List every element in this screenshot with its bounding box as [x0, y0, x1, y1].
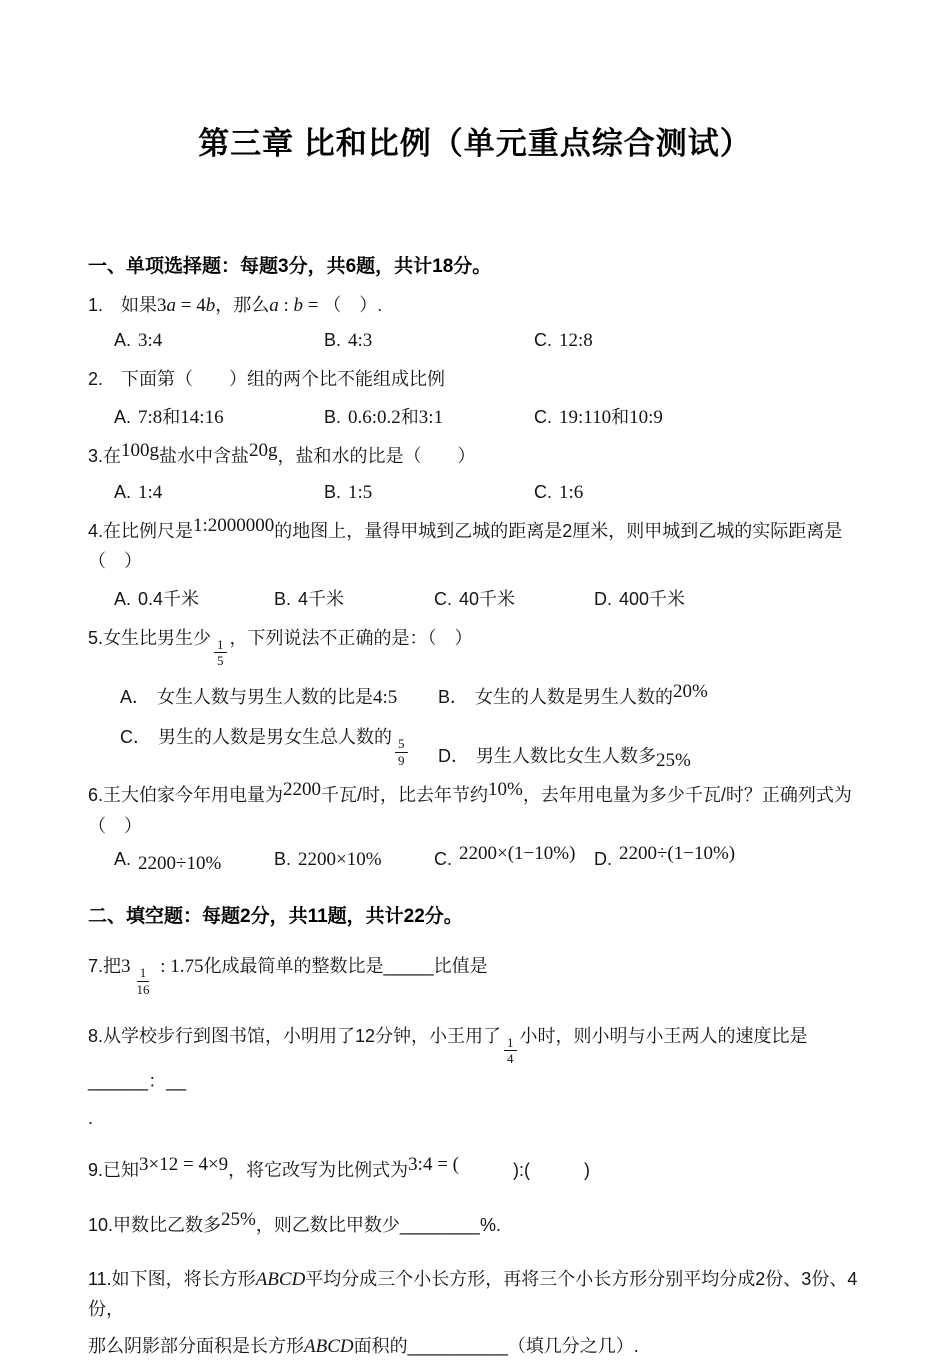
text-run: 2. 下面第（ ）组的两个比不能组成比例: [88, 369, 446, 390]
question: [88, 624, 862, 772]
question: [88, 1265, 862, 1363]
section-heading: 二、填空题：每题2分，共11题，共计22分。: [88, 906, 463, 928]
answer-option: [594, 585, 685, 611]
option-label: D.: [594, 588, 612, 609]
text-run: 比值是: [433, 956, 488, 977]
question: [88, 952, 862, 997]
math-variable: a: [166, 295, 177, 316]
math-variable: ABCD: [304, 1336, 354, 1358]
text-run: 那么阴影部分面积是长方形: [88, 1336, 304, 1357]
fraction-numerator: 5: [395, 736, 408, 753]
math-run: 4:5: [373, 686, 398, 708]
math-run: =: [303, 295, 324, 316]
question: [88, 1208, 862, 1241]
answer-option: [594, 843, 736, 871]
math-run: 1:5: [348, 481, 373, 503]
fraction: [214, 637, 227, 669]
fraction: [134, 965, 153, 997]
fill-in-blank: ________: [399, 1214, 480, 1235]
answer-option: [114, 330, 324, 352]
fraction-denominator: 9: [398, 752, 405, 768]
text-run: %.: [479, 1214, 501, 1235]
fraction-denominator: 16: [136, 981, 150, 997]
options-row: [88, 482, 862, 504]
option-label: C.: [434, 849, 452, 870]
text-run: 男生的人数是男女生总人数的: [158, 726, 392, 747]
text-run: （填几分之几）.: [507, 1336, 639, 1357]
option-label: B.: [274, 849, 292, 870]
question: [88, 442, 862, 503]
option-label: C.: [534, 481, 552, 502]
math-run: 12:8: [559, 330, 593, 352]
option-label: B．: [438, 686, 469, 707]
text-run: 40千米: [459, 588, 516, 609]
text-run: 400千米: [619, 588, 686, 609]
fraction-numerator: 1: [137, 965, 150, 982]
fraction: [395, 736, 408, 768]
options-row: [88, 403, 862, 429]
math-run: 3: [157, 295, 167, 316]
question: [88, 779, 862, 875]
option-label: D．: [438, 746, 469, 767]
text-run: 男生人数比女生人数多: [476, 746, 656, 767]
option-label: C.: [534, 407, 552, 428]
answer-option: [324, 403, 534, 429]
question: [88, 365, 862, 429]
question: [88, 514, 862, 611]
text-run: ，将它改写为比例式为: [228, 1160, 409, 1181]
text-run: 10.甲数比乙数多: [88, 1214, 222, 1235]
math-run: 3: [121, 956, 131, 978]
text-run: .: [88, 1107, 94, 1128]
options-row: [88, 330, 862, 352]
answer-option: [274, 585, 434, 611]
answer-option: [120, 683, 438, 709]
math-run: 1:6: [559, 481, 584, 503]
math-run: 3:1: [418, 407, 444, 429]
question-line: [88, 442, 862, 472]
text-run: 1. 如果: [88, 295, 158, 315]
math-run: 100g: [121, 440, 160, 462]
math-run: 4:3: [348, 330, 373, 352]
math-variable: ABCD: [255, 1269, 306, 1291]
option-label: B.: [324, 481, 342, 502]
math-run: 2200÷10%: [138, 853, 222, 875]
options-row: [88, 843, 862, 875]
option-label: C.: [534, 330, 552, 351]
answer-option: [114, 482, 324, 504]
math-variable: a: [269, 295, 279, 316]
math-run: 3:4: [138, 330, 163, 352]
option-label: A.: [114, 849, 132, 870]
math-run: 3:4 = (: [408, 1154, 459, 1176]
option-label: C.: [434, 588, 452, 609]
answer-option: [434, 585, 594, 611]
answer-option: [324, 330, 534, 352]
math-run: : 1.75: [155, 956, 204, 978]
option-label: A.: [114, 588, 132, 609]
page-title: 第三章 比和比例（单元重点综合测试）: [198, 126, 752, 161]
math-run: 1:2000000: [193, 514, 275, 536]
answer-option: [534, 330, 593, 352]
math-run: 10:9: [629, 407, 663, 429]
text-run: 9.已知: [88, 1160, 140, 1181]
text-run: 11.如下图，将长方形: [88, 1269, 256, 1290]
text-run: 6.王大伯家今年用电量为: [88, 785, 284, 806]
text-run: 0.4千米: [138, 588, 200, 609]
text-run: 千瓦/时，比去年节约: [321, 785, 489, 806]
fraction-numerator: 1: [214, 637, 227, 654]
question-line: [88, 1332, 862, 1362]
text-run: 面积的: [353, 1336, 408, 1357]
math-run: 20g: [249, 440, 278, 462]
text-run: 5.女生比男生少: [88, 627, 212, 648]
math-run: 7:8: [138, 407, 163, 429]
question-line: [88, 624, 862, 669]
text-run: ，盐和水的比是（ ）: [277, 446, 476, 467]
text-run: 女生人数与男生人数的比是: [157, 686, 374, 707]
text-run: （ ）.: [323, 295, 383, 315]
fraction-denominator: 4: [507, 1051, 514, 1067]
math-run: 20%: [673, 680, 708, 702]
question-line: [88, 1265, 862, 1324]
answer-option: [534, 403, 663, 429]
math-run: 2200÷(1−10%): [619, 843, 736, 865]
option-label: A．: [120, 686, 151, 707]
fill-in-blank: __________: [407, 1336, 508, 1357]
option-label: B.: [274, 588, 292, 609]
text-run: 化成最简单的整数比是: [203, 956, 384, 977]
text-run: ，下列说法不正确的是：（ ）: [229, 627, 473, 648]
fill-in-blank: _____: [383, 956, 434, 977]
answer-option: [114, 849, 274, 875]
answer-option: [120, 723, 438, 768]
options-row: [88, 585, 862, 611]
answer-option: [434, 843, 594, 871]
question-line: [88, 291, 862, 321]
option-label: B.: [324, 330, 342, 351]
question-line: [88, 781, 862, 840]
test-section: [88, 901, 862, 1362]
math-run: = 4: [176, 295, 206, 316]
text-run: ，去年用电量为多少千瓦/时？正确列式为（ ）: [88, 785, 852, 836]
text-run: 和: [162, 407, 181, 428]
question-line: [88, 1022, 862, 1096]
option-label: C．: [120, 726, 151, 747]
section-heading: 一、单项选择题：每题3分，共6题，共计18分。: [88, 256, 492, 277]
answer-option: [274, 849, 434, 871]
text-run: 3.在: [88, 446, 122, 467]
text-run: 的地图上，量得甲城到乙城的距离是2厘米，则甲城到乙城的实际距离是（ ）: [88, 520, 843, 571]
math-run: :: [278, 295, 294, 316]
math-variable: b: [293, 295, 304, 316]
question-line: [88, 1156, 862, 1186]
fill-in-blank: ______: [88, 1070, 149, 1091]
option-label: A.: [114, 481, 132, 502]
math-run: 2200: [283, 779, 322, 801]
fraction-denominator: 5: [217, 653, 224, 669]
option-label: A.: [114, 330, 132, 351]
answer-option: [534, 482, 583, 504]
math-run: 0.6:0.2: [348, 407, 401, 429]
option-label: D.: [594, 849, 612, 870]
text-run: 4.在比例尺是: [88, 520, 194, 541]
math-run: 3×12 = 4×9: [139, 1154, 229, 1176]
fraction: [504, 1035, 517, 1067]
option-label: B.: [324, 407, 342, 428]
answer-option: [438, 680, 708, 709]
question-line: [88, 365, 862, 394]
text-run: 和: [611, 407, 630, 428]
fill-in-blank: __: [166, 1070, 187, 1091]
text-run: 盐水中含盐: [159, 446, 250, 467]
text-run: 4千米: [298, 588, 345, 609]
math-run: 2200×10%: [298, 849, 382, 871]
answer-option: [114, 585, 274, 611]
math-run: 25%: [656, 750, 691, 772]
math-run: 14:16: [180, 407, 224, 429]
fraction-numerator: 1: [504, 1035, 517, 1052]
answer-option: [438, 742, 691, 772]
math-run: 19:110: [559, 407, 612, 429]
text-run: 7.把: [88, 956, 122, 977]
question: [88, 291, 862, 352]
math-run: 2200×(1−10%): [459, 843, 576, 865]
question-line: [88, 1104, 862, 1133]
options-row: [88, 680, 862, 709]
sections-container: [88, 251, 862, 1363]
text-run: 平均分成三个小长方形，再将三个小长方形分别平均分成2份、3份、4份，: [88, 1269, 858, 1320]
text-run: ：: [148, 1070, 167, 1091]
text-run: ，那么: [215, 295, 270, 315]
text-run: 女生的人数是男生人数的: [475, 686, 674, 707]
text-run: 小时，则小明与小王两人的速度比是: [519, 1025, 808, 1046]
question-line: [88, 1208, 862, 1241]
math-run: 10%: [488, 779, 523, 801]
answer-option: [324, 482, 534, 504]
answer-option: [114, 403, 324, 429]
test-section: [88, 251, 862, 875]
math-run: 1:4: [138, 481, 163, 503]
question-line: [88, 514, 862, 576]
question: [88, 1022, 862, 1133]
question-line: [88, 952, 862, 997]
options-row: [88, 723, 862, 772]
text-run: ):( ): [459, 1160, 590, 1181]
text-run: ，则乙数比甲数少: [255, 1214, 400, 1235]
text-run: 8.从学校步行到图书馆，小明用了12分钟，小王用了: [88, 1025, 502, 1046]
math-variable: b: [205, 295, 216, 316]
text-run: 和: [400, 407, 419, 428]
option-label: A.: [114, 407, 132, 428]
question: [88, 1156, 862, 1186]
math-run: 25%: [221, 1208, 256, 1230]
